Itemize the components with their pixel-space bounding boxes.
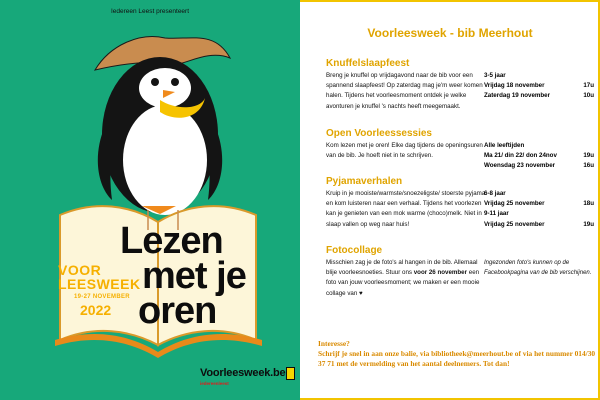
signup-text: Schrijf je snel in aan onze balie, via bibliotheek@meerhout.be of via het nummer 014/30 37 71 met de vermelding van het aantal deelnemers. Tot dan! [318,349,596,368]
text-deadline: voor 26 november [413,269,468,277]
poster-title-line1: Lezen [120,220,223,262]
meta-label: Woensdag 23 november [484,162,556,170]
meta-label: 3-5 jaar [484,72,506,79]
meta-label: Vrijdag 25 november [484,220,545,228]
poster-voor: VOOR [58,262,102,278]
poster-brand-sub: iedereenleest [200,381,229,386]
poster-dates: 19-27 NOVEMBER [74,294,130,300]
section-text: Breng je knuffel op vrijdagavond naar de bib voor een spannend slaapfeest! Op zaterdag mag je'm weer komen halen. Tijdens het voorleesmoment ontdek je welke avonturen je knuffel 's nachts heeft meegemaakt. [326,72,483,110]
meta-label: Zaterdag 19 november [484,92,551,100]
meta-time: 19u [583,152,594,160]
meta-label: 9-11 jaar [484,210,509,218]
section-meta [484,258,594,278]
poster-title-line2: met je [142,255,246,297]
poster-year: 2022 [80,302,112,318]
section-pyjamaverhalen [326,176,596,230]
section-heading: Open Voorleessessies [326,128,432,139]
section-meta [484,141,594,172]
penguin-belly [123,105,207,215]
brand-book-icon [286,367,295,380]
meta-label: Alle leeftijden [484,142,525,149]
poster-brand: Voorleesweek.be [200,367,286,379]
signup-heading: Interesse? [318,339,350,348]
meta-label: Ma 21/ din 22/ don 24nov [484,152,557,160]
section-heading: Pyjamaverhalen [326,176,403,187]
section-text: Kruip in je mooiste/warmste/snoezeligste/ stoerste pyjama en kom luisteren naar een verhaal. Tijdens het voorlezen kan je genieten van een mok warme (choco)melk. Niet in slaap vallen op weg naar huis! [326,190,486,228]
penguin-left-eye [151,78,159,86]
poster-leesweek: LEESWEEK [58,276,141,292]
meta-time: 10u [583,92,594,100]
section-heading: Knuffelslaapfeest [326,58,410,69]
meta-label: 6-8 jaar [484,190,506,197]
meta-time: 17u [583,82,594,90]
poster-title [120,220,246,332]
section-open-voorleessessies [326,128,596,170]
section-meta [484,71,594,102]
info-page [300,0,600,400]
text-part: Misschien zag je de foto's al hangen in de bib. Allemaal blije voorleesnoeties. Stuur ons [326,259,478,277]
poster-title-line3: oren [138,290,217,332]
meta-time: 18u [583,200,594,208]
meta-note: Ingezonden foto's kunnen op de Facebookpagina van de bib verschijnen. [484,260,592,277]
text-part: een foto van jouw voorleesmoment; we maken er een mooie collage van ♥ [326,269,480,297]
section-heading: Fotocollage [326,245,383,256]
meta-time: 16u [583,162,594,170]
section-text: Kom lezen met je oren! Elke dag tijdens de openingsuren van de bib. Je hoeft niet in te schrijven. [326,142,483,160]
section-text [326,258,486,299]
meta-label: Vrijdag 25 november [484,200,545,208]
section-fotocollage [326,245,596,299]
meta-time: 19u [583,220,594,228]
section-meta [484,189,594,230]
meta-label: Vrijdag 18 november [484,82,545,90]
section-knuffelslaapfeest [326,58,596,112]
penguin-right-eye [171,78,179,86]
poster-presenter: Iedereen Leest presenteert [110,8,190,15]
info-title: Voorleesweek - bib Meerhout [367,26,533,40]
signup-callout [318,339,598,369]
penguin-face [139,68,191,108]
